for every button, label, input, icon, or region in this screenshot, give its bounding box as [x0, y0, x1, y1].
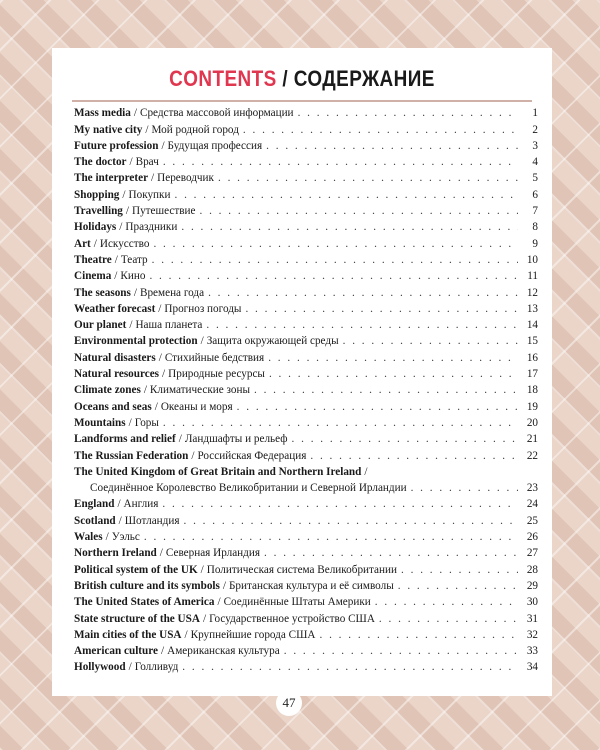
toc-separator: / [117, 498, 121, 511]
toc-entry-title-ru: Северная Ирландия [165, 547, 260, 560]
toc-page-number: 11 [527, 270, 538, 283]
toc-leader-dots [237, 400, 518, 414]
toc-entry[interactable] [74, 430, 538, 446]
toc-entry-title-ru: Природные ресурсы [168, 368, 265, 381]
toc-entry-title-ru: Искусство [99, 237, 150, 250]
toc-entry-title-ru: Крупнейшие города США [190, 628, 316, 641]
toc-entry-title-en: Main cities of the USA [74, 628, 182, 641]
toc-entry[interactable] [74, 202, 538, 218]
toc-leader-dots [163, 416, 518, 430]
toc-separator: / [217, 596, 221, 609]
toc-entry-title-en: Landforms and relief [74, 433, 176, 446]
toc-leader-dots [379, 612, 518, 626]
toc-separator: / [200, 563, 204, 576]
toc-leader-dots [401, 563, 518, 577]
toc-page-number: 28 [526, 563, 538, 576]
toc-entry[interactable] [74, 169, 538, 185]
toc-entry-title-en: Natural disasters [74, 351, 156, 364]
toc-entry-title-ru: Прогноз погоды [164, 302, 242, 315]
toc-entry[interactable] [74, 332, 538, 348]
toc-separator: / [125, 205, 129, 218]
toc-entry-title-ru: Путешествие [132, 205, 196, 218]
toc-entry[interactable] [74, 153, 538, 169]
toc-leader-dots [182, 660, 518, 674]
toc-separator: / [191, 449, 195, 462]
toc-separator: / [364, 465, 368, 478]
toc-entry[interactable] [74, 397, 538, 413]
toc-entry-title-en: Weather forecast [74, 302, 156, 315]
toc-page-number: 20 [526, 416, 538, 429]
toc-entry[interactable] [74, 511, 538, 527]
toc-entry-title-ru: Голливуд [134, 661, 179, 674]
toc-leader-dots [266, 139, 518, 153]
toc-entry[interactable] [74, 267, 538, 283]
toc-entry[interactable] [74, 577, 538, 593]
toc-leader-dots [144, 530, 518, 544]
toc-page-number: 31 [526, 612, 538, 625]
toc-entry[interactable] [74, 626, 538, 642]
toc-entry-title-en: State structure of the USA [74, 612, 200, 625]
toc-leader-dots [243, 123, 518, 137]
toc-leader-dots [245, 302, 518, 316]
title-separator: / [282, 66, 289, 91]
toc-leader-dots [163, 155, 518, 169]
toc-entry[interactable] [74, 414, 538, 430]
toc-separator: / [159, 547, 163, 560]
toc-entry-multiline-tail[interactable] [74, 479, 538, 495]
toc-entry-title-ru: Ландшафты и рельеф [184, 433, 288, 446]
toc-entry-title-ru: Политическая система Великобритании [206, 563, 397, 576]
toc-separator: / [114, 253, 118, 266]
toc-separator: / [162, 368, 166, 381]
toc-leader-dots [411, 481, 518, 495]
toc-separator: / [128, 416, 132, 429]
toc-page-number: 9 [532, 237, 538, 250]
toc-entry[interactable] [74, 658, 538, 674]
toc-page-number: 13 [526, 302, 538, 315]
toc-entry[interactable] [74, 495, 538, 511]
toc-leader-dots [298, 106, 518, 120]
toc-entry-title-en: Political system of the UK [74, 563, 198, 576]
toc-entry-title-en: The Russian Federation [74, 449, 189, 462]
toc-page-number: 1 [532, 107, 538, 120]
toc-separator: / [145, 123, 149, 136]
toc-entry-title-en: Theatre [74, 253, 112, 266]
toc-page-number: 29 [526, 579, 538, 592]
toc-entry[interactable] [74, 528, 538, 544]
toc-leader-dots [319, 628, 518, 642]
toc-entry[interactable] [74, 316, 538, 332]
toc-entry-title-ru: Государственное устройство США [209, 612, 375, 625]
toc-separator: / [105, 531, 109, 544]
toc-entry-title-ru: Защита окружающей среды [206, 335, 339, 348]
toc-leader-dots [264, 546, 518, 560]
toc-entry-title-en: The seasons [74, 286, 131, 299]
toc-entry-title-en: Holidays [74, 221, 117, 234]
toc-entry-title-ru: Будущая профессия [167, 139, 263, 152]
title-english: CONTENTS [169, 66, 277, 91]
toc-entry-title-en: Mass media [74, 107, 131, 120]
toc-separator: / [143, 384, 147, 397]
toc-separator: / [114, 270, 118, 283]
table-of-contents [74, 104, 538, 674]
toc-entry-title-en: Oceans and seas [74, 400, 152, 413]
toc-entry-title-en: England [74, 498, 115, 511]
toc-separator: / [93, 237, 97, 250]
toc-entry-title-ru: Мой родной город [151, 123, 239, 136]
toc-page-number: 24 [526, 498, 538, 511]
toc-leader-dots [375, 595, 518, 609]
toc-entry-title-en: American culture [74, 645, 158, 658]
toc-entry-title-ru: Российская Федерация [197, 449, 307, 462]
toc-entry[interactable] [74, 185, 538, 201]
toc-leader-dots [208, 286, 518, 300]
toc-separator: / [184, 628, 188, 641]
toc-entry-title-ru: Переводчик [157, 172, 214, 185]
toc-entry-title-en: Environmental protection [74, 335, 198, 348]
toc-leader-dots [254, 383, 518, 397]
toc-separator: / [133, 107, 137, 120]
toc-separator: / [202, 612, 207, 625]
toc-entry-title-ru: Британская культура и её символы [228, 579, 394, 592]
toc-entry[interactable] [74, 137, 538, 153]
toc-entry-title-en: Travelling [74, 205, 123, 218]
toc-entry-multiline-head[interactable] [74, 463, 538, 479]
toc-entry-title-ru: Океаны и моря [160, 400, 233, 413]
toc-entry[interactable] [74, 381, 538, 397]
toc-page-number: 25 [526, 514, 538, 527]
toc-separator: / [154, 400, 158, 413]
title-divider [72, 100, 532, 102]
toc-page-number: 32 [526, 628, 538, 641]
toc-entry-title-en: The United States of America [74, 596, 215, 609]
toc-leader-dots [284, 644, 518, 658]
toc-page-number: 34 [526, 661, 538, 674]
toc-leader-dots [398, 579, 518, 593]
toc-separator: / [128, 661, 132, 674]
toc-separator: / [151, 172, 155, 185]
toc-entry-title-en: The United Kingdom of Great Britain and Northern Ireland [74, 465, 362, 478]
toc-entry[interactable] [74, 300, 538, 316]
toc-page-number: 6 [532, 188, 538, 201]
toc-entry[interactable] [74, 120, 538, 136]
toc-entry-title-ru: Шотландия [124, 514, 180, 527]
toc-separator: / [119, 221, 123, 234]
toc-leader-dots [199, 204, 518, 218]
toc-entry-title-ru: Уэльс [111, 531, 140, 544]
toc-page-number: 4 [532, 156, 538, 169]
toc-page-number: 27 [526, 547, 538, 560]
toc-page-number: 22 [526, 449, 538, 462]
toc-leader-dots [310, 449, 518, 463]
toc-entry[interactable] [74, 234, 538, 250]
toc-page-number: 14 [526, 319, 538, 332]
toc-entry-title-ru: Кино [120, 270, 146, 283]
toc-leader-dots [149, 269, 518, 283]
toc-page-number: 12 [526, 286, 538, 299]
toc-page-number: 10 [526, 253, 538, 266]
toc-entry-title-en: The doctor [74, 156, 127, 169]
toc-entry[interactable] [74, 446, 538, 462]
toc-leader-dots [174, 188, 518, 202]
toc-separator: / [158, 302, 162, 315]
toc-page-number: 16 [526, 351, 538, 364]
toc-entry-title-en: Cinema [74, 270, 112, 283]
toc-entry[interactable] [74, 283, 538, 299]
toc-leader-dots [206, 318, 518, 332]
toc-entry-title-en: Northern Ireland [74, 547, 157, 560]
title-russian: СОДЕРЖАНИЕ [293, 66, 435, 91]
toc-separator: / [133, 286, 137, 299]
toc-leader-dots [343, 334, 518, 348]
toc-entry[interactable] [74, 348, 538, 364]
toc-entry-title-ru: Американская культура [167, 645, 280, 658]
toc-page-number: 15 [526, 335, 538, 348]
toc-entry-title-ru: Соединённые Штаты Америки [223, 596, 371, 609]
toc-leader-dots [292, 432, 519, 446]
toc-leader-dots [218, 171, 518, 185]
toc-entry-title-en: British culture and its symbols [74, 579, 220, 592]
toc-page-number: 18 [526, 384, 538, 397]
toc-entry-title-ru: Праздники [125, 221, 178, 234]
toc-entry-title-ru: Времена года [140, 286, 205, 299]
toc-page-number: 21 [526, 433, 538, 446]
toc-separator: / [200, 335, 204, 348]
toc-page-number: 23 [526, 482, 538, 495]
toc-page-number: 17 [526, 368, 538, 381]
toc-leader-dots [162, 497, 518, 511]
toc-entry[interactable] [74, 104, 538, 120]
toc-entry-title-en: Future profession [74, 139, 159, 152]
toc-entry-title-en: Wales [74, 531, 103, 544]
toc-page-number: 7 [532, 205, 538, 218]
toc-entry-title-en: Natural resources [74, 368, 160, 381]
toc-separator: / [158, 351, 162, 364]
toc-entry-title-ru: Горы [134, 416, 159, 429]
toc-entry-title-en: Hollywood [74, 661, 126, 674]
toc-entry-title-ru: Климатические зоны [149, 384, 250, 397]
toc-page-number: 2 [532, 123, 538, 136]
toc-entry-title-ru: Средства массовой информации [139, 107, 294, 120]
toc-separator: / [122, 188, 126, 201]
toc-entry-title-en: Scotland [74, 514, 116, 527]
toc-page-number: 19 [526, 400, 538, 413]
toc-leader-dots [181, 220, 518, 234]
toc-entry-title-ru: Англия [123, 498, 159, 511]
toc-entry[interactable] [74, 593, 538, 609]
toc-page-number: 5 [532, 172, 538, 185]
toc-entry[interactable] [74, 218, 538, 234]
toc-page-number: 26 [526, 531, 538, 544]
toc-leader-dots [269, 367, 518, 381]
page-number-badge: 47 [276, 690, 302, 716]
toc-entry-title-ru: Покупки [128, 188, 171, 201]
toc-entry-title-en: The interpreter [74, 172, 149, 185]
toc-separator: / [118, 514, 122, 527]
toc-separator: / [178, 433, 182, 446]
content-page [52, 48, 552, 696]
toc-separator: / [222, 579, 226, 592]
toc-entry-title-ru: Наша планета [135, 319, 203, 332]
toc-entry-title-ru: Врач [135, 156, 159, 169]
toc-entry-title-en: Mountains [74, 416, 126, 429]
toc-entry-title-en: Our planet [74, 319, 127, 332]
toc-entry-title-en: Shopping [74, 188, 120, 201]
toc-leader-dots [268, 351, 518, 365]
page-title [87, 66, 517, 92]
toc-entry[interactable] [74, 251, 538, 267]
toc-entry[interactable] [74, 642, 538, 658]
toc-leader-dots [152, 253, 518, 267]
toc-page-number: 30 [526, 596, 538, 609]
toc-separator: / [129, 319, 133, 332]
toc-leader-dots [153, 237, 518, 251]
toc-entry[interactable] [74, 560, 538, 576]
toc-separator: / [161, 645, 165, 658]
toc-entry-title-en: My native city [74, 123, 143, 136]
toc-leader-dots [183, 514, 518, 528]
toc-entry-title-en: Climate zones [74, 384, 141, 397]
toc-page-number: 33 [526, 645, 538, 658]
toc-entry[interactable] [74, 544, 538, 560]
toc-separator: / [129, 156, 133, 169]
toc-entry-title-ru: Стихийные бедствия [164, 351, 265, 364]
toc-entry[interactable] [74, 609, 538, 625]
toc-separator: / [161, 139, 165, 152]
toc-page-number: 8 [532, 221, 538, 234]
toc-entry-title-ru: Соединённое Королевство Великобритании и Северной Ирландии [90, 482, 407, 495]
toc-entry[interactable] [74, 365, 538, 381]
toc-entry-title-en: Art [74, 237, 91, 250]
toc-entry-title-ru: Театр [120, 253, 148, 266]
toc-page-number: 3 [532, 139, 538, 152]
